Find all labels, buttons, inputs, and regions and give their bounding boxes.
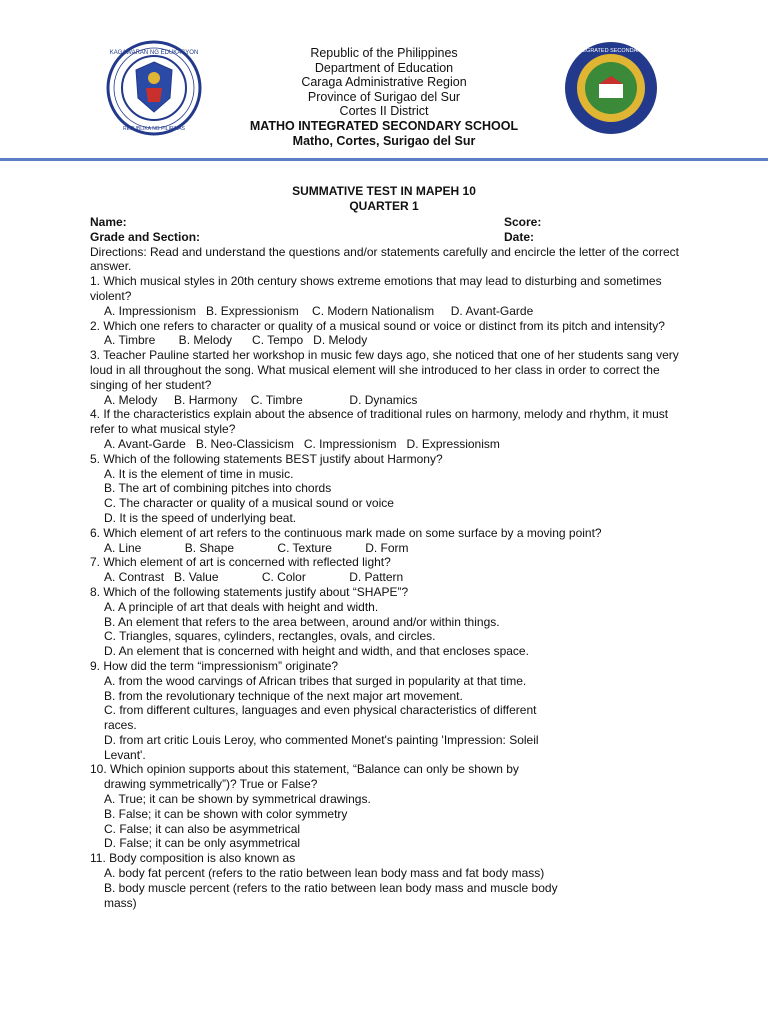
question-line: 2. Which one refers to character or quality of a musical sound or voice or distinct from its pitch and intensity? (90, 318, 665, 333)
school-seal-logo (552, 40, 670, 136)
header-divider (0, 158, 768, 161)
questions-list (90, 274, 690, 910)
answer-choice-line: A. from the wood carvings of African tribes that surged in popularity at that time. (104, 673, 527, 688)
answer-choice-line: A. body fat percent (refers to the ratio between lean body mass and fat body mass) (104, 866, 545, 881)
answer-choice-line: B. body muscle percent (refers to the ratio between lean body mass and muscle body (104, 880, 558, 895)
answer-choice-line: C. False; it can also be asymmetrical (104, 821, 301, 836)
question-line: 10. Which opinion supports about this statement, “Balance can only be shown by (90, 762, 519, 777)
question-line: 9. How did the term “impressionism” originate? (90, 658, 339, 673)
grade-date-row (90, 230, 690, 245)
answer-choice-line: mass) (104, 895, 137, 910)
directions-text: Directions: Read and understand the questions and/or statements carefully and encircle the letter of the correct answer. (90, 244, 679, 274)
name-label: Name: (90, 215, 127, 229)
answer-choice-line: D. An element that is concerned with height and width, and that encloses space. (104, 644, 529, 659)
question-line: 6. Which element of art refers to the continuous mark made on some surface by a moving point? (90, 525, 602, 540)
date-label: Date: (504, 229, 535, 244)
question-line: 8. Which of the following statements justify about “SHAPE”? (90, 584, 409, 599)
test-title-block (200, 184, 568, 213)
answer-choice-line: A. Contrast B. Value C. Color D. Pattern (104, 570, 404, 585)
question-line: 11. Body composition is also known as (90, 851, 296, 866)
header-text-block (200, 46, 568, 148)
answer-choice-line: drawing symmetrically”)? True or False? (104, 777, 318, 792)
answer-choice-line: Levant'. (104, 747, 146, 762)
answer-choice-line: D. It is the speed of underlying beat. (104, 510, 297, 525)
question-line: 1. Which musical styles in 20th century shows extreme emotions that may lead to disturbing and sometimes violent? (90, 274, 665, 303)
answer-choice-line: A. Timbre B. Melody C. Tempo D. Melody (104, 333, 368, 348)
answer-choice-line: D. from art critic Louis Leroy, who commented Monet's painting 'Impression: Soleil (104, 732, 539, 747)
answer-choice-line: B. An element that refers to the area between, around and/or within things. (104, 614, 500, 629)
test-body (90, 215, 690, 910)
school-address: Matho, Cortes, Surigao del Sur (292, 133, 476, 148)
question-line: 4. If the characteristics explain about the absence of traditional rules on harmony, melody and rhythm, it must refer to what musical style? (90, 407, 672, 437)
header-line-5: Cortes II District (339, 104, 429, 119)
answer-choice-line: B. from the revolutionary technique of the next major art movement. (104, 688, 463, 703)
answer-choice-line: A. It is the element of time in music. (104, 466, 294, 481)
document-header (0, 0, 768, 160)
school-name: MATHO INTEGRATED SECONDARY SCHOOL (249, 118, 519, 133)
name-score-row (90, 215, 690, 230)
question-line: 5. Which of the following statements BEST justify about Harmony? (90, 451, 443, 466)
answer-choice-line: races. (104, 718, 137, 733)
header-line-2: Department of Education (314, 60, 454, 75)
answer-choice-line: A. Melody B. Harmony C. Timbre D. Dynamics (104, 392, 418, 407)
answer-choice-line: B. The art of combining pitches into chords (104, 481, 332, 496)
answer-choice-line: A. A principle of art that deals with height and width. (104, 599, 379, 614)
answer-choice-line: A. Line B. Shape C. Texture D. Form (104, 540, 409, 555)
answer-choice-line: A. Impressionism B. Expressionism C. Modern Nationalism D. Avant-Garde (104, 303, 534, 318)
grade-section-label: Grade and Section: (90, 229, 201, 244)
answer-choice-line: A. Avant-Garde B. Neo-Classicism C. Impressionism D. Expressionism (104, 436, 500, 451)
test-quarter: QUARTER 1 (349, 198, 419, 213)
answer-choice-line: C. Triangles, squares, cylinders, rectangles, ovals, and circles. (104, 629, 436, 644)
test-title: SUMMATIVE TEST IN MAPEH 10 (292, 184, 476, 198)
answer-choice-line: C. from different cultures, languages and even physical characteristics of different (104, 703, 537, 718)
answer-choice-line: B. False; it can be shown with color symmetry (104, 806, 348, 821)
answer-choice-line: A. True; it can be shown by symmetrical drawings. (104, 792, 371, 807)
svg-text:MATHO INTEGRATED SECONDARY SCH: MATHO INTEGRATED SECONDARY SCHOOL (552, 48, 670, 54)
header-line-3: Caraga Administrative Region (301, 75, 467, 90)
answer-choice-line: D. False; it can be only asymmetrical (104, 836, 301, 851)
header-line-4: Province of Surigao del Sur (307, 89, 461, 104)
question-line: 3. Teacher Pauline started her workshop in music few days ago, she noticed that one of her students sang very loud in all throughout the song. What musical element will she introduced to her class in order to correct the singing of her student? (90, 348, 683, 392)
question-line: 7. Which element of art is concerned with reflected light? (90, 555, 391, 570)
score-label: Score: (504, 215, 542, 229)
answer-choice-line: C. The character or quality of a musical sound or voice (104, 496, 394, 511)
svg-text:REPUBLIKA NG PILIPINAS: REPUBLIKA NG PILIPINAS (123, 126, 185, 132)
deped-seal-logo (106, 40, 202, 136)
header-line-1: Republic of the Philippines (310, 46, 458, 60)
svg-text:KAGAWARAN NG EDUKASYON: KAGAWARAN NG EDUKASYON (109, 50, 199, 56)
